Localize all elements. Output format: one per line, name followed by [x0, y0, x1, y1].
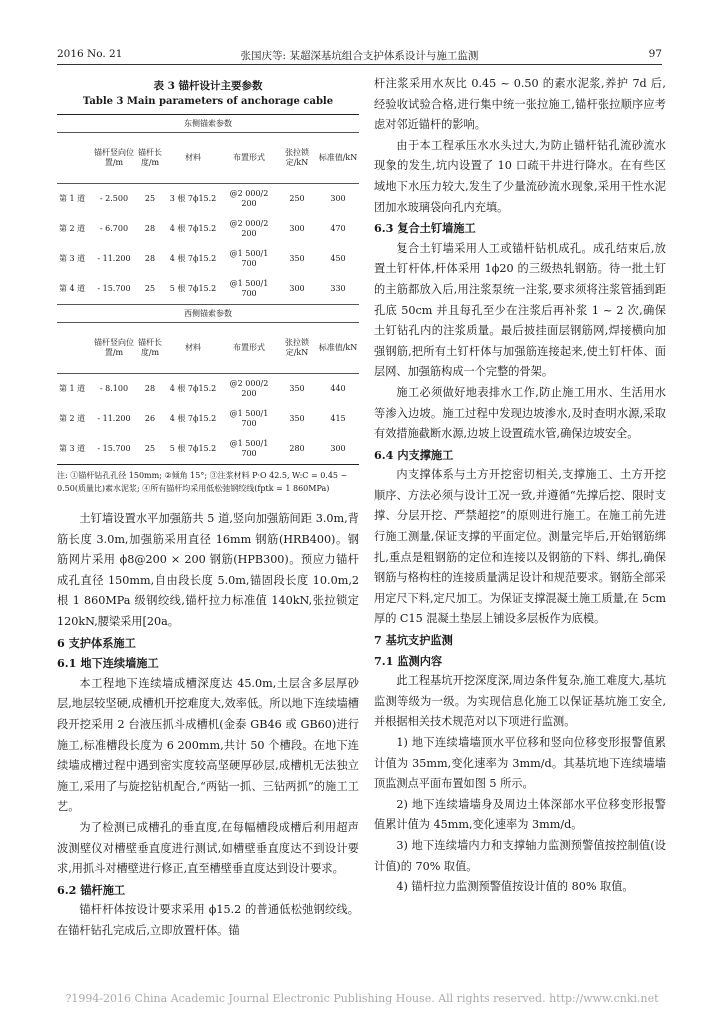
- table-cell: 26: [144, 414, 156, 423]
- body-paragraph: 复合土钉墙采用人工或锚杆钻机成孔。成孔结束后,放置土钉杆体,杆体采用 1ϕ20 的三级热轧钢筋。待一批土钉的主筋都放入后,用注浆泵统一注浆,要求须将注浆管插到距孔底 50cm 并且每孔至少在注浆后再补浆 1 ~ 2 次,确保土钉钻孔内的注浆质量。最后披挂面层钢筋网,焊接横向加强钢筋,把所有土钉杆体与加强筋连接起来,使土钉杆体、面层网、加强筋构成一个完整的骨架。: [374, 241, 666, 379]
- anchor-parameter-table: [57, 114, 359, 465]
- table-row: [57, 274, 359, 305]
- table-row: [57, 434, 359, 465]
- row-label: 第 3 道: [59, 254, 86, 263]
- table-row: [57, 244, 359, 274]
- table-row: [57, 404, 359, 434]
- column-header: 锚杆长度/m: [135, 323, 165, 374]
- table-cell: - 11.200: [97, 414, 131, 423]
- table-cell: @1 500/1 700: [229, 249, 269, 268]
- column-header: 布置形式: [221, 323, 277, 374]
- table-cell: 300: [289, 224, 305, 233]
- column-header: 标准值/kN: [317, 323, 359, 374]
- table-cell: - 6.700: [99, 224, 129, 233]
- table-cell: @2 000/2 200: [229, 219, 269, 238]
- section-heading: 7 基坑支护监测: [374, 633, 453, 648]
- section-heading: 6.1 地下连续墙施工: [57, 656, 159, 671]
- table-cell: 250: [289, 194, 305, 203]
- table-row: [57, 374, 359, 405]
- section-heading: 6.2 锚杆施工: [57, 882, 126, 897]
- column-header: 标准值/kN: [317, 133, 359, 184]
- table-cell: 300: [289, 284, 305, 293]
- table-row: [57, 184, 359, 215]
- table-cell: 300: [330, 194, 346, 203]
- table-cell: 28: [144, 254, 156, 263]
- body-paragraph: 锚杆杆体按设计要求采用 ϕ15.2 的普通低松弛钢绞线。在锚杆钻孔完成后,立即放置杆体。锚: [57, 903, 359, 937]
- table-cell: 25: [144, 284, 156, 293]
- west-section-title: 西侧锚索参数: [57, 305, 359, 323]
- page-number: 97: [648, 48, 662, 60]
- east-section-title: 东侧锚索参数: [57, 115, 359, 133]
- column-header: 锚杆竖向位置/m: [93, 323, 135, 374]
- body-paragraph: 杆注浆采用水灰比 0.45 ~ 0.50 的素水泥浆,养护 7d 后,经验收试验合格,进行集中统一张拉施工,锚杆张拉顺序应考虑对邻近锚杆的影响。: [374, 77, 666, 132]
- table-cell: - 8.100: [99, 384, 129, 393]
- section-heading: 7.1 监测内容: [374, 653, 443, 668]
- left-body-text: [57, 509, 359, 941]
- table-cell: 300: [330, 444, 346, 453]
- west-section-row: [57, 305, 359, 323]
- table-cell: 3 根 7ϕ15.2: [169, 194, 217, 203]
- body-paragraph: 施工必须做好地表排水工作,防止施工用水、生活用水等渗入边坡。施工过程中发现边坡渗水,及时查明水源,采取有效措施截断水源,边坡上设置疏水管,确保边坡安全。: [374, 385, 666, 441]
- body-paragraph: 本工程地下连续墙成槽深度达 45.0m,土层含多层厚砂层,地层较坚硬,成槽机开挖难度大,效率低。所以地下连续墙槽段开挖采用 2 台液压抓斗成槽机(金泰 GB46 或 GB60)进行施工,标准槽段长度为 6 200mm,共计 50 个槽段。在地下连续墙成槽过程中遇到密实度较高坚硬厚砂层,成槽机无法独立施工,采用了与旋挖钻机配合,“两钻一抓、三钻两抓”的施工工艺。: [57, 676, 359, 814]
- left-column: [57, 74, 359, 941]
- table-cell: - 2.500: [99, 194, 129, 203]
- table-cell: 4 根 7ϕ15.2: [169, 384, 217, 393]
- table-cell: 5 根 7ϕ15.2: [169, 284, 217, 293]
- table-cell: 4 根 7ϕ15.2: [169, 414, 217, 423]
- column-header: 张拉锁定/kN: [277, 323, 317, 374]
- right-body-text: [374, 74, 666, 898]
- table-cell: 28: [144, 384, 156, 393]
- section-heading: 6 支护体系施工: [57, 635, 136, 650]
- body-paragraph: 为了检测已成槽孔的垂直度,在每幅槽段成槽后利用超声波测壁仪对槽壁垂直度进行测试,如槽壁垂直度达不到设计要求,用抓斗对槽壁进行修正,直至槽壁垂直度达到设计要求。: [57, 820, 359, 876]
- body-paragraph: 1) 地下连续墙墙顶水平位移和竖向位移变形报警值累计值为 35mm,变化速率为 3mm/d。其基坑地下连续墙墙顶监测点平面布置如图 5 所示。: [374, 736, 666, 791]
- right-column: [374, 74, 666, 898]
- copyright-footer: ?1994-2016 China Academic Journal Electronic Publishing House. All rights reserved. http://www.cnki.net: [65, 992, 659, 1005]
- table-cell: @1 500/1 700: [229, 409, 269, 428]
- table-cell: - 11.200: [97, 254, 131, 263]
- journal-issue: 2016 No. 21: [57, 48, 123, 60]
- body-paragraph: 3) 地下连续墙内力和支撑轴力监测预警值按控制值(设计值)的 70% 取值。: [374, 838, 666, 873]
- table-cell: - 15.700: [97, 444, 131, 453]
- table-cell: 28: [144, 224, 156, 233]
- body-paragraph: 内支撑体系与土方开挖密切相关,支撑施工、土方开挖顺序、方法必须与设计工况一致,并遵循“先撑后挖、限时支撑、分层开挖、严禁超挖”的原则进行施工。在施工前先进行施工测量,保证支撑的平面定位。测量完毕后,开始钢筋绑扎,重点是粗钢筋的定位和连接以及钢筋的下料、绑扎,确保钢筋与格构柱的连接质量满足设计和规范要求。钢筋全部采用定尺下料,定尺加工。为保证支撑混凝土施工质量,在 5cm 厚的 C15 混凝土垫层上铺设多层板作为底模。: [374, 468, 666, 626]
- table-cell: 440: [330, 384, 346, 393]
- section-heading: 6.4 内支撑施工: [374, 447, 454, 462]
- column-header: 锚杆长度/m: [135, 133, 165, 184]
- east-header-row: [57, 133, 359, 184]
- table-cell: 415: [330, 414, 346, 423]
- column-header: 布置形式: [221, 133, 277, 184]
- table-cell: 4 根 7ϕ15.2: [169, 224, 217, 233]
- table-cell: 450: [330, 254, 346, 263]
- article-title: 张国庆等: 某超深基坑组合支护体系设计与施工监测: [240, 50, 479, 62]
- row-label: 第 2 道: [59, 414, 86, 423]
- table-cell: 350: [289, 254, 305, 263]
- column-header: 锚杆竖向位置/m: [93, 133, 135, 184]
- column-header: [57, 133, 93, 184]
- table-cell: 330: [330, 284, 346, 293]
- table-cell: @2 000/2 200: [229, 379, 269, 398]
- table-cell: 350: [289, 384, 305, 393]
- table-note: 注: ①锚杆钻孔孔径 150mm; ②倾角 15°; ③注浆材料 P·O 42.5, W:C = 0.45 ~ 0.50(质量比)素水泥浆; ④所有锚杆均采用低松弛钢绞线(fptk = 1 860MPa): [57, 471, 348, 493]
- body-paragraph: 2) 地下连续墙墙身及周边土体深部水平位移变形报警值累计值为 45mm,变化速率为 3mm/d。: [374, 797, 666, 832]
- east-section-row: [57, 115, 359, 133]
- table-cell: 470: [330, 224, 346, 233]
- body-paragraph: 土钉墙设置水平加强筋共 5 道,竖向加强筋间距 3.0m,背筋长度 3.0m,加强筋采用直径 16mm 钢筋(HRB400)。钢筋网片采用 ϕ8@200 × 200 钢筋(HPB300)。预应力锚杆成孔直径 150mm,自由段长度 5.0m,锚固段长度 10.0m,2 根 1 860MPa 级钢绞线,锚杆拉力标准值 140kN,张拉锁定 120kN,腰梁采用[20a。: [57, 512, 359, 628]
- table-cell: 25: [144, 194, 156, 203]
- table-cell: @1 500/1 700: [229, 279, 269, 298]
- table-caption-en: Table 3 Main parameters of anchorage cable: [82, 96, 334, 107]
- column-header: [57, 323, 93, 374]
- body-paragraph: 此工程基坑开挖深度深,周边条件复杂,施工难度大,基坑监测等级为一级。为实现信息化施工以保证基坑施工安全,并根据相关技术规范对以下项进行监测。: [374, 674, 666, 729]
- table-cell: @1 500/1 700: [229, 439, 269, 458]
- table-row: [57, 214, 359, 244]
- table-cell: 5 根 7ϕ15.2: [169, 444, 217, 453]
- table-cell: 4 根 7ϕ15.2: [169, 254, 217, 263]
- row-label: 第 2 道: [59, 224, 86, 233]
- west-header-row: [57, 323, 359, 374]
- section-heading: 6.3 复合土钉墙施工: [374, 221, 476, 236]
- table-caption-cn: 表 3 锚杆设计主要参数: [153, 80, 263, 92]
- row-label: 第 3 道: [59, 444, 86, 453]
- row-label: 第 1 道: [59, 194, 86, 203]
- table-cell: - 15.700: [97, 284, 131, 293]
- body-paragraph: 4) 锚杆拉力监测预警值按设计值的 80% 取值。: [396, 880, 634, 894]
- column-header: 张拉锁定/kN: [277, 133, 317, 184]
- column-header: 材料: [165, 323, 221, 374]
- body-paragraph: 由于本工程承压水水头过大,为防止锚杆钻孔流砂流水现象的发生,坑内设置了 10 口疏干井进行降水。在有些区域地下水压力较大,发生了少量流砂流水现象,采用干性水泥团加水玻璃袋向孔内充填。: [374, 138, 666, 214]
- row-label: 第 1 道: [59, 384, 86, 393]
- row-label: 第 4 道: [59, 284, 86, 293]
- table-cell: 25: [144, 444, 156, 453]
- column-header: 材料: [165, 133, 221, 184]
- table-cell: 280: [289, 444, 305, 453]
- running-header: [57, 46, 662, 65]
- table-cell: 350: [289, 414, 305, 423]
- table-cell: @2 000/2 200: [229, 189, 269, 208]
